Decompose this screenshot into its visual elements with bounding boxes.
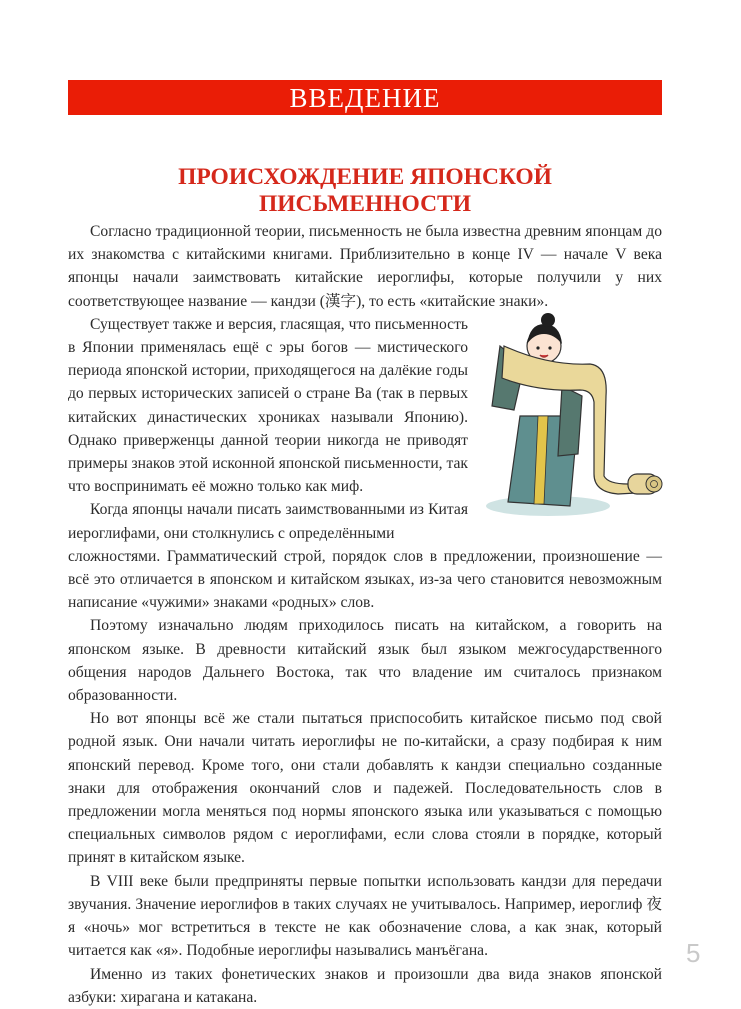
paragraph-continuation: сложностями. Грамматический строй, порядок слов в предложении, произношение — всё это отличается в японском и китайском языках, из-за чего становится невозможным написание «чужими» знаками «родных» слов.	[68, 547, 662, 612]
article-title-line-1: ПРОИСХОЖДЕНИЕ ЯПОНСКОЙ	[178, 164, 552, 190]
section-banner	[68, 80, 662, 115]
section-title: ВВЕДЕНИЕ	[289, 83, 441, 113]
article-title-line-2: ПИСЬМЕННОСТИ	[258, 191, 472, 217]
paragraph: Поэтому изначально людям приходилось писать на китайском, а говорить на японском языке. В древности китайский язык был языком межгосударственного общения народов Дальнего Востока, так что владение им считалось признаком образованности.	[68, 617, 662, 705]
article-title	[68, 164, 662, 218]
wrapped-text-column	[68, 313, 468, 545]
paragraph: Когда японцы начали писать заимствованными из Китая иероглифами, они столкнулись с определёнными	[68, 501, 468, 542]
paragraph: В VIII веке были предприняты первые попытки использовать кандзи для передачи звучания. Значение иероглифов в таких случаях не учитывалось. Например, иероглиф 夜 я «ночь» мог встретиться в тексте не как обозначение слова, а как знак, который читается как «я». Подобные иероглифы назывались манъёгана.	[68, 872, 662, 960]
paragraph: Но вот японцы всё же стали пытаться приспособить китайское письмо под свой родной язык. Они начали читать иероглифы не по-китайски, а сразу подбирая к ним японский перевод. Кроме того, они стали добавлять к кандзи специально созданные знаки для отображения окончаний слов и падежей. Последовательность слов в предложении могла меняться под нормы японского языка или указываться с помощью специальных символов рядом с иероглифами, если слова стояли в порядке, который принят в китайском языке.	[68, 710, 662, 867]
paragraph: Именно из таких фонетических знаков и произошли два вида знаков японской азбуки: хирагана и катакана.	[68, 965, 662, 1006]
scholar-illustration-icon	[478, 306, 674, 528]
paragraph: Согласно традиционной теории, письменность не была известна древним японцам до их знакомства с китайскими книгами. Приблизительно в конце IV — начале V века японцы начали заимствовать китайские иероглифы, которые получили у них соответствующее название — кандзи (漢字), то есть «китайские знаки».	[68, 223, 662, 310]
paragraph: Существует также и версия, гласящая, что письменность в Японии применялась ещё с эры богов — мистического периода японской истории, приходящегося на далёкие годы до первых исторических записей о стране Ва (так в первых китайских династических хрониках называли Японию). Однако приверженцы данной теории никогда не приводят примеры знаков этой исконной японской письменности, так что воспринимать её можно только как миф.	[68, 315, 468, 496]
scholar-scroll-illustration	[478, 306, 674, 528]
page-number: 5	[686, 938, 701, 968]
